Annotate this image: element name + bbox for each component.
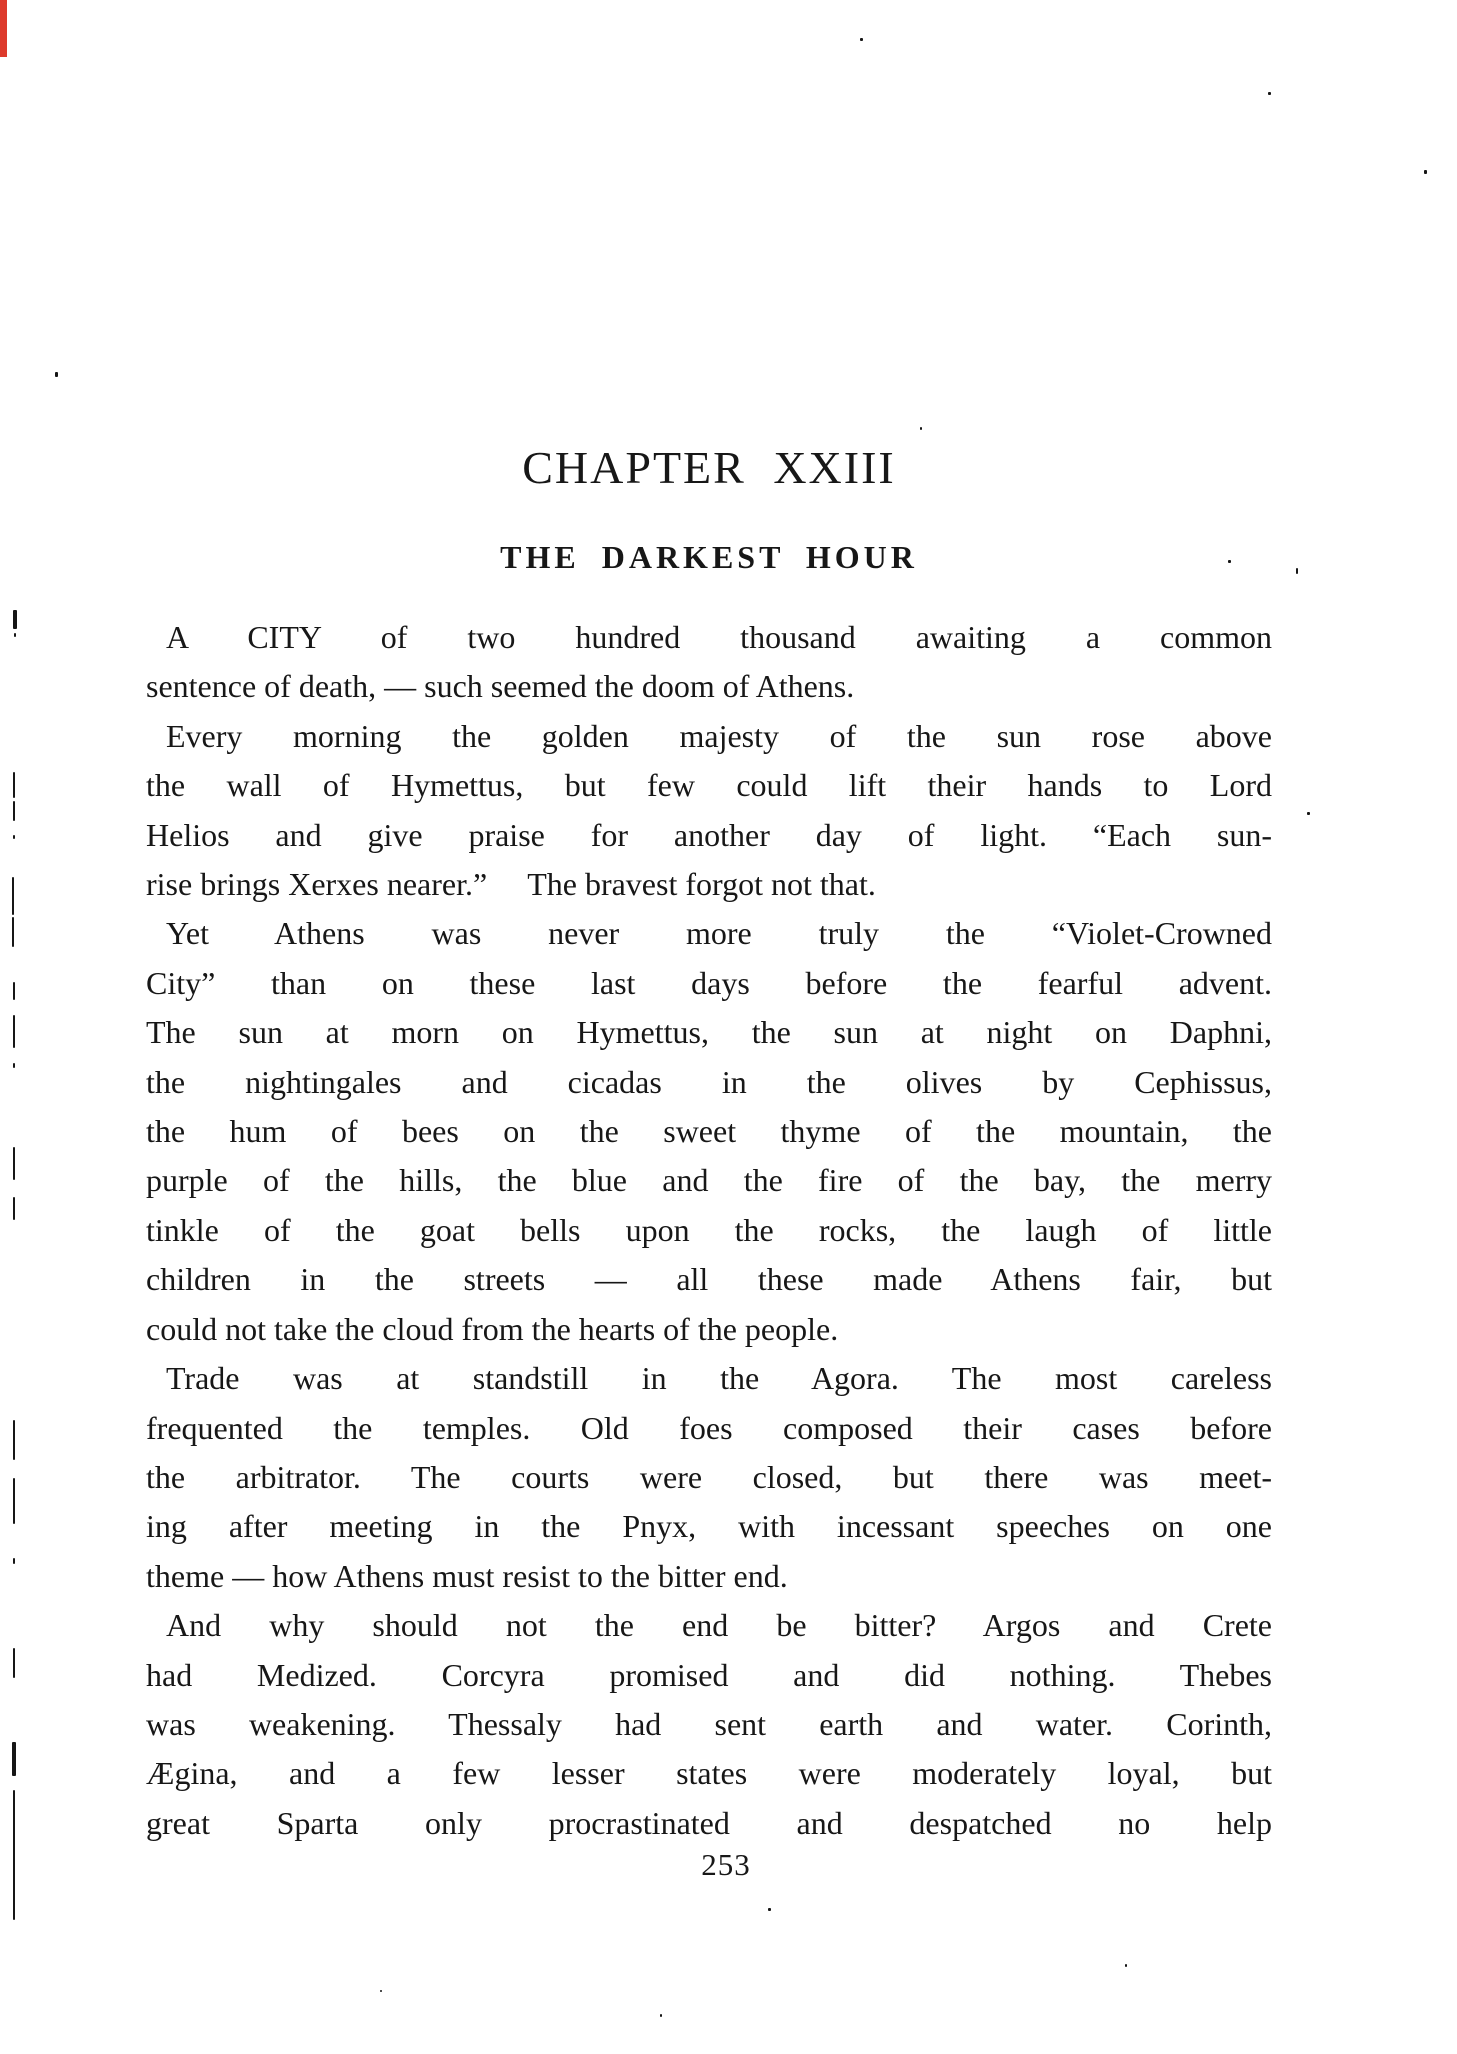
scan-speck	[55, 372, 58, 377]
text-line: tinkle of the goat bells upon the rocks, the laugh of little	[146, 1211, 1272, 1248]
text-line: great Sparta only procrastinated and despatched no help	[146, 1804, 1272, 1841]
text-line: the arbitrator. The courts were closed, but there was meet-	[146, 1458, 1272, 1495]
text-line: Trade was at standstill in the Agora. The most careless	[166, 1360, 1272, 1397]
scan-speck	[660, 2014, 662, 2017]
scan-speck	[1268, 92, 1271, 95]
scan-speck	[12, 877, 14, 915]
text-line: And why should not the end be bitter? Argos and Crete	[166, 1607, 1272, 1644]
section-title: THE DARKEST HOUR	[500, 539, 918, 575]
scan-speck	[1125, 1964, 1127, 1967]
scan-speck	[1307, 812, 1310, 815]
text-line: sentence of death, — such seemed the doom of Athens.	[146, 668, 855, 705]
red-edge-mark	[0, 0, 7, 57]
text-line: The sun at morn on Hymettus, the sun at night on Daphni,	[146, 1014, 1272, 1051]
scan-speck	[13, 1015, 15, 1048]
scan-speck	[13, 1420, 15, 1460]
scan-speck	[13, 801, 15, 821]
scan-speck	[14, 633, 16, 637]
scan-speck	[13, 1790, 15, 1920]
scan-speck	[13, 982, 15, 1000]
scan-speck	[1424, 170, 1427, 174]
paragraph	[146, 1601, 1272, 1848]
scan-speck	[768, 1908, 771, 1911]
scan-speck	[920, 427, 922, 430]
scan-speck	[13, 1147, 15, 1180]
text-line: Yet Athens was never more truly the “Violet-Crowned	[166, 915, 1272, 952]
scan-speck	[13, 1648, 15, 1678]
scan-speck	[12, 1742, 16, 1776]
text-line: had Medized. Corcyra promised and did nothing. Thebes	[146, 1656, 1272, 1693]
scan-speck	[13, 1558, 15, 1564]
scan-speck	[13, 835, 15, 839]
scan-speck	[860, 38, 863, 41]
text-line: theme — how Athens must resist to the bitter end.	[146, 1557, 788, 1594]
chapter-heading: CHAPTER XXIII	[522, 442, 896, 493]
paragraph	[146, 909, 1272, 1354]
text-line: Ægina, and a few lesser states were moderately loyal, but	[146, 1755, 1272, 1792]
text-line: ing after meeting in the Pnyx, with incessant speeches on one	[146, 1508, 1272, 1545]
scan-speck	[13, 1063, 15, 1068]
body-text	[146, 613, 1272, 1848]
text-line: the wall of Hymettus, but few could lift their hands to Lord	[146, 767, 1272, 804]
scan-speck	[380, 1990, 382, 1992]
paragraph	[146, 712, 1272, 910]
text-line: the hum of bees on the sweet thyme of the mountain, the	[146, 1113, 1272, 1150]
scan-speck	[13, 1197, 15, 1220]
text-line: children in the streets — all these made Athens fair, but	[146, 1261, 1272, 1298]
text-line: was weakening. Thessaly had sent earth and water. Corinth,	[146, 1705, 1272, 1742]
text-line: Every morning the golden majesty of the sun rose above	[166, 717, 1272, 754]
text-line: could not take the cloud from the hearts of the people.	[146, 1310, 839, 1347]
page-number: 253	[701, 1847, 751, 1882]
scan-speck	[13, 1478, 15, 1524]
text-line: Helios and give praise for another day of light. “Each sun-	[146, 816, 1272, 853]
paragraph	[146, 1354, 1272, 1601]
text-line: the nightingales and cicadas in the olives by Cephissus,	[146, 1063, 1272, 1100]
text-line: A CITY of two hundred thousand awaiting a common	[166, 619, 1272, 655]
text-line: frequented the temples. Old foes composed their cases before	[146, 1409, 1272, 1446]
text-line: rise brings Xerxes nearer.” The bravest forgot not that.	[146, 866, 876, 903]
scan-speck	[13, 610, 17, 629]
paragraph	[146, 613, 1272, 712]
text-line: City” than on these last days before the fearful advent.	[146, 964, 1272, 1001]
scan-speck	[1296, 568, 1298, 574]
text-line: purple of the hills, the blue and the fire of the bay, the merry	[146, 1162, 1272, 1199]
scan-speck	[13, 772, 15, 798]
scan-speck	[12, 917, 14, 947]
